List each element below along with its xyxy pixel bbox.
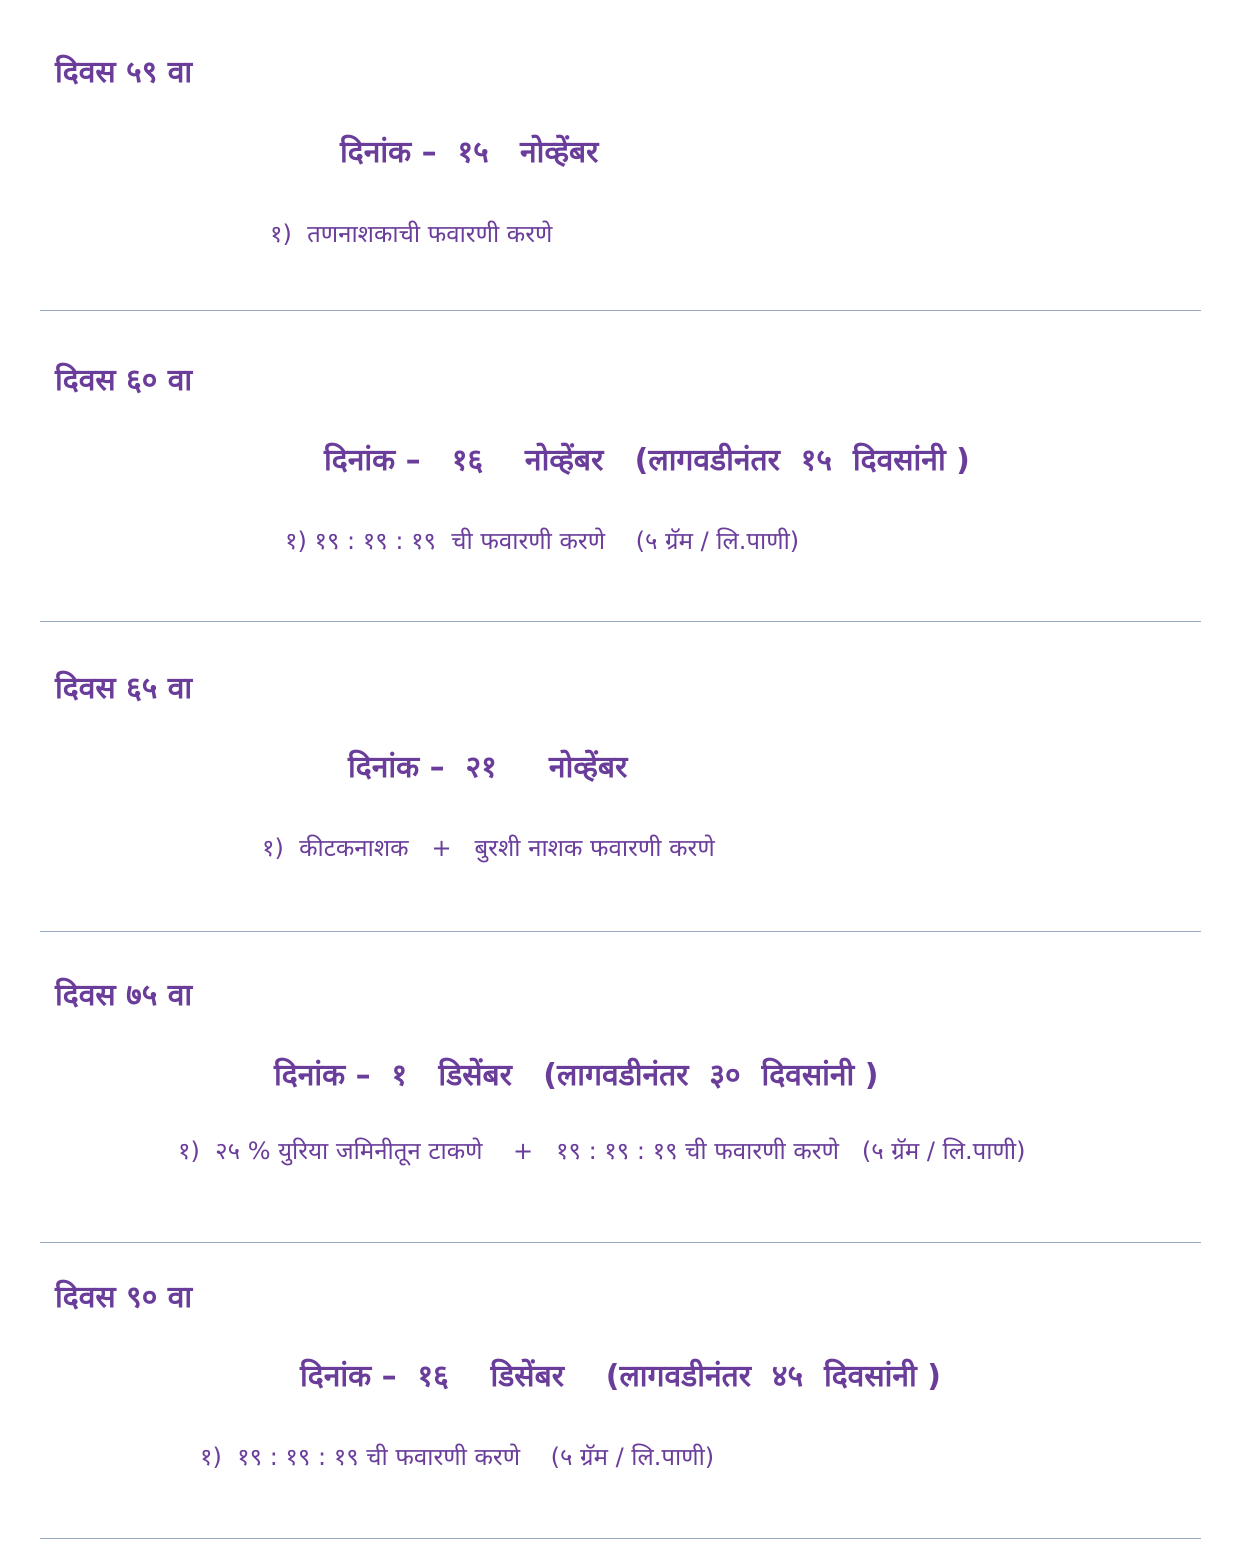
section-divider <box>40 621 1201 622</box>
day-heading: दिवस ५९ वा <box>55 55 193 90</box>
task-item: १) १९ : १९ : १९ ची फवारणी करणे (५ ग्रॅम / लि.पाणी) <box>200 1443 715 1471</box>
date-heading: दिनांक – १६ नोव्हेंबर (लागवडीनंतर १५ दिवसांनी ) <box>324 443 970 478</box>
date-heading: दिनांक – १६ डिसेंबर (लागवडीनंतर ४५ दिवसांनी ) <box>300 1359 941 1394</box>
section-divider <box>40 310 1201 311</box>
day-heading: दिवस ६० वा <box>55 363 193 398</box>
section-divider <box>40 931 1201 932</box>
day-heading: दिवस ६५ वा <box>55 671 193 706</box>
date-heading: दिनांक – १ डिसेंबर (लागवडीनंतर ३० दिवसांनी ) <box>274 1058 879 1093</box>
date-heading: दिनांक – २१ नोव्हेंबर <box>348 750 628 785</box>
day-heading: दिवस ९० वा <box>55 1280 193 1315</box>
task-item: १) २५ % युरिया जमिनीतून टाकणे + १९ : १९ : १९ ची फवारणी करणे (५ ग्रॅम / लि.पाणी) <box>178 1137 1026 1165</box>
task-item: १) तणनाशकाची फवारणी करणे <box>270 220 553 248</box>
day-heading: दिवस ७५ वा <box>55 978 193 1013</box>
section-divider <box>40 1538 1201 1539</box>
task-item: १) १९ : १९ : १९ ची फवारणी करणे (५ ग्रॅम / लि.पाणी) <box>285 527 800 555</box>
date-heading: दिनांक – १५ नोव्हेंबर <box>340 135 599 170</box>
section-divider <box>40 1242 1201 1243</box>
task-item: १) कीटकनाशक + बुरशी नाशक फवारणी करणे <box>262 834 715 862</box>
